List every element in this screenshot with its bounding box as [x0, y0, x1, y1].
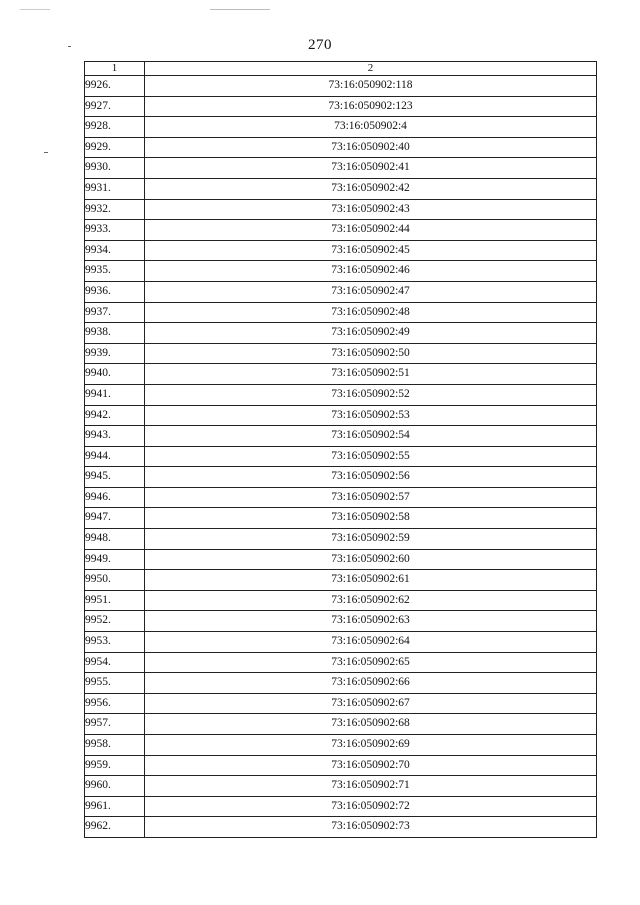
row-number-cell: 9954.: [85, 652, 145, 673]
table-row: [85, 590, 597, 611]
row-number-cell: 9962.: [85, 817, 145, 838]
table-row: [85, 199, 597, 220]
row-number-cell: 9943.: [85, 426, 145, 447]
cadastral-number-cell: 73:16:050902:40: [145, 137, 597, 158]
row-number-cell: 9930.: [85, 158, 145, 179]
table-row: [85, 632, 597, 653]
row-number-cell: 9940.: [85, 364, 145, 385]
cadastral-number-cell: 73:16:050902:44: [145, 220, 597, 241]
row-number-cell: 9935.: [85, 261, 145, 282]
row-number-cell: 9955.: [85, 673, 145, 694]
table-row: [85, 714, 597, 735]
cadastral-number-cell: 73:16:050902:73: [145, 817, 597, 838]
cadastral-number-cell: 73:16:050902:4: [145, 117, 597, 138]
column-header-2: 2: [145, 62, 597, 76]
table-row: [85, 405, 597, 426]
page-number: 270: [308, 37, 332, 53]
table-row: [85, 796, 597, 817]
row-number-cell: 9933.: [85, 220, 145, 241]
table-row: [85, 776, 597, 797]
row-number-cell: 9961.: [85, 796, 145, 817]
cadastral-number-cell: 73:16:050902:60: [145, 549, 597, 570]
table-row: [85, 735, 597, 756]
table-row: [85, 220, 597, 241]
row-number-cell: 9953.: [85, 632, 145, 653]
row-number-cell: 9952.: [85, 611, 145, 632]
table-row: [85, 384, 597, 405]
table-row: [85, 364, 597, 385]
table-row: [85, 343, 597, 364]
table-header-row: [85, 62, 597, 76]
row-number-cell: 9948.: [85, 529, 145, 550]
row-number-cell: 9938.: [85, 323, 145, 344]
cadastral-number-cell: 73:16:050902:61: [145, 570, 597, 591]
cadastral-number-cell: 73:16:050902:55: [145, 446, 597, 467]
row-number-cell: 9937.: [85, 302, 145, 323]
table-row: [85, 137, 597, 158]
cadastral-number-cell: 73:16:050902:59: [145, 529, 597, 550]
table-row: [85, 446, 597, 467]
row-number-cell: 9926.: [85, 76, 145, 97]
cadastral-number-cell: 73:16:050902:57: [145, 487, 597, 508]
table-row: [85, 817, 597, 838]
row-number-cell: 9950.: [85, 570, 145, 591]
row-number-cell: 9931.: [85, 178, 145, 199]
cadastral-number-cell: 73:16:050902:68: [145, 714, 597, 735]
row-number-cell: 9949.: [85, 549, 145, 570]
row-number-cell: 9934.: [85, 240, 145, 261]
row-number-cell: 9929.: [85, 137, 145, 158]
row-number-cell: 9959.: [85, 755, 145, 776]
table-row: [85, 240, 597, 261]
table-row: [85, 76, 597, 97]
table-row: [85, 673, 597, 694]
cadastral-number-cell: 73:16:050902:50: [145, 343, 597, 364]
row-number-cell: 9957.: [85, 714, 145, 735]
row-number-cell: 9960.: [85, 776, 145, 797]
table-row: [85, 549, 597, 570]
cadastral-number-cell: 73:16:050902:58: [145, 508, 597, 529]
row-number-cell: 9939.: [85, 343, 145, 364]
cadastral-number-cell: 73:16:050902:65: [145, 652, 597, 673]
row-number-cell: 9944.: [85, 446, 145, 467]
table-row: [85, 117, 597, 138]
cadastral-number-cell: 73:16:050902:56: [145, 467, 597, 488]
cadastral-number-cell: 73:16:050902:69: [145, 735, 597, 756]
column-header-1: 1: [85, 62, 145, 76]
cadastral-number-cell: 73:16:050902:52: [145, 384, 597, 405]
row-number-cell: 9936.: [85, 281, 145, 302]
cadastral-number-cell: 73:16:050902:62: [145, 590, 597, 611]
cadastral-number-cell: 73:16:050902:54: [145, 426, 597, 447]
row-number-cell: 9956.: [85, 693, 145, 714]
row-number-cell: 9951.: [85, 590, 145, 611]
cadastral-number-cell: 73:16:050902:51: [145, 364, 597, 385]
cadastral-number-cell: 73:16:050902:70: [145, 755, 597, 776]
row-number-cell: 9928.: [85, 117, 145, 138]
cadastral-number-cell: 73:16:050902:41: [145, 158, 597, 179]
cadastral-number-cell: 73:16:050902:42: [145, 178, 597, 199]
row-number-cell: 9941.: [85, 384, 145, 405]
cadastral-number-cell: 73:16:050902:48: [145, 302, 597, 323]
row-number-cell: 9927.: [85, 96, 145, 117]
table-row: [85, 96, 597, 117]
cadastral-number-cell: 73:16:050902:63: [145, 611, 597, 632]
row-number-cell: 9945.: [85, 467, 145, 488]
cadastral-number-cell: 73:16:050902:71: [145, 776, 597, 797]
table-row: [85, 323, 597, 344]
table-row: [85, 570, 597, 591]
cadastral-number-cell: 73:16:050902:72: [145, 796, 597, 817]
row-number-cell: 9932.: [85, 199, 145, 220]
cadastral-number-cell: 73:16:050902:49: [145, 323, 597, 344]
table-row: [85, 178, 597, 199]
cadastral-number-cell: 73:16:050902:53: [145, 405, 597, 426]
cadastral-number-cell: 73:16:050902:43: [145, 199, 597, 220]
table-row: [85, 652, 597, 673]
cadastral-number-cell: 73:16:050902:123: [145, 96, 597, 117]
cadastral-number-cell: 73:16:050902:118: [145, 76, 597, 97]
scan-speck: [44, 152, 48, 153]
cadastral-number-cell: 73:16:050902:66: [145, 673, 597, 694]
scan-speck: [210, 9, 270, 10]
table-row: [85, 755, 597, 776]
table-body: [85, 76, 597, 838]
table-row: [85, 302, 597, 323]
table-row: [85, 611, 597, 632]
table-row: [85, 158, 597, 179]
row-number-cell: 9947.: [85, 508, 145, 529]
table-row: [85, 426, 597, 447]
table-row: [85, 508, 597, 529]
row-number-cell: 9942.: [85, 405, 145, 426]
table-row: [85, 467, 597, 488]
table-row: [85, 281, 597, 302]
table-row: [85, 693, 597, 714]
table-row: [85, 529, 597, 550]
cadastral-number-cell: 73:16:050902:64: [145, 632, 597, 653]
scan-speck: [20, 9, 50, 10]
cadastral-number-cell: 73:16:050902:45: [145, 240, 597, 261]
registry-table: [84, 61, 597, 838]
row-number-cell: 9958.: [85, 735, 145, 756]
cadastral-number-cell: 73:16:050902:67: [145, 693, 597, 714]
table-row: [85, 487, 597, 508]
row-number-cell: 9946.: [85, 487, 145, 508]
cadastral-number-cell: 73:16:050902:47: [145, 281, 597, 302]
table-row: [85, 261, 597, 282]
cadastral-number-cell: 73:16:050902:46: [145, 261, 597, 282]
